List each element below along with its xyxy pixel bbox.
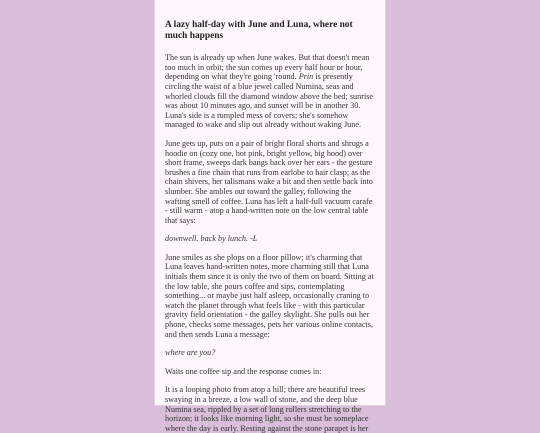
story-paragraph xyxy=(165,53,375,130)
story-paragraph: June gets up, puts on a pair of bright floral shorts and shrugs a hoodie on (cozy one, hot pink, bright yellow, big hood) over short frame, sweeps dark bangs back over her ears - the gesture brushes a fine chain that runs from earlobe to hair clasp; as the chain shivers, her talismans wake a bit and then settle back into slumber. She ambles out toward the galley, following the wafting smell of coffee. Luna has left a half-full vacuum carafe - still warm - atop a hand-written note on the low central table that says: xyxy=(165,138,373,225)
note-text xyxy=(165,234,375,244)
message-text xyxy=(165,348,375,358)
message-text-italic: where are you? xyxy=(165,348,216,358)
paragraph-text: The sun is already up when June wakes. But that doesn't mean too much in orbit; the sun comes up every half hour or hour, depending on what they're going 'round. xyxy=(165,53,370,82)
story-title: A lazy half-day with June and Luna, where not much happens xyxy=(165,20,353,41)
paragraph-text: is presently circling the waist of a blue jewel called Numina, seas and whorled clouds fill the diamond window above the bed; sunrise was about 10 minutes ago, and sunset will be in another 30. Luna's side is a rumpled mess of covers; she's somehow managed to wake and slip out already without waking June. xyxy=(165,72,374,130)
story-paragraph: June smiles as she plops on a floor pillow; it's charming that Luna leaves hand-written notes, more charming still that Luna initials them since it is only the two of them on board. Sitting at the low table, she pours coffee and sips, contemplating something... or maybe just half asleep, occasionally craning to watch the planet through what feels like - with this particular gravity field orientation - the galley skylight. She pulls out her phone, checks some messages, pets her various online contacts, and then sends Luna a message: xyxy=(165,252,374,339)
note-text-italic: downwell. back by lunch. -L xyxy=(165,234,258,244)
story-paragraph: Waits one coffee sip and the response comes in: xyxy=(165,366,322,376)
page-column xyxy=(155,0,385,433)
story-content xyxy=(155,0,385,433)
story-paragraph: It is a looping photo from atop a hill; there are beautiful trees swaying in a breeze, a low wall of stone, and the deep blue Numina sea, rippled by a set of long rollers stretching to the horizon; it looks like morning light, so she must be someplace where the day is early. Resting against the stone parapet is her xyxy=(165,385,369,433)
ship-name: Prin xyxy=(298,72,314,82)
